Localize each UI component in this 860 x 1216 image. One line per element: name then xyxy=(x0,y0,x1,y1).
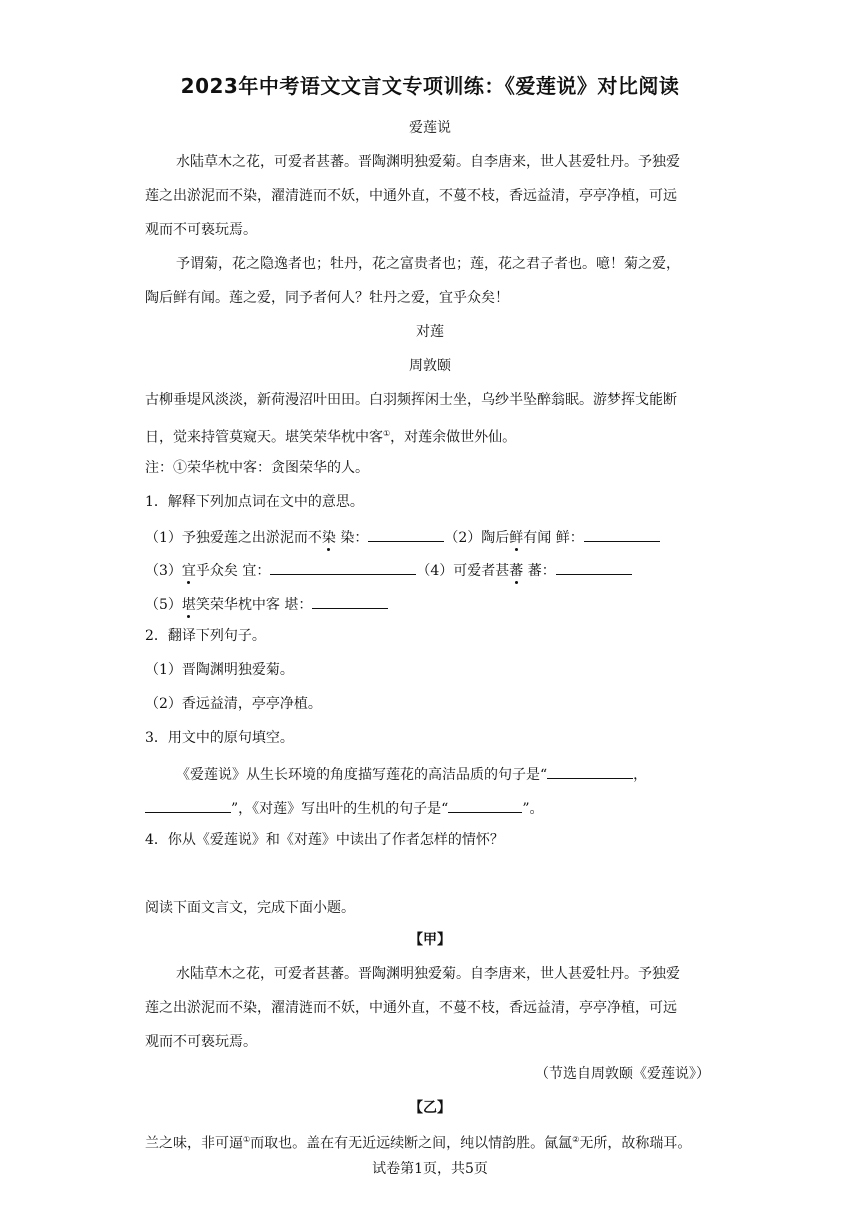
poem-line: 日，觉来持管莫窥天。堪笑荣华枕中客①，对莲余做世外仙。 xyxy=(145,429,517,446)
passage-line: 予谓菊，花之隐逸者也；牡丹，花之富贵者也；莲，花之君子者也。噫！菊之爱， xyxy=(176,256,680,272)
footnote-marker: ① xyxy=(243,1135,251,1144)
answer-blank[interactable] xyxy=(145,796,231,813)
passage-line: 水陆草木之花，可爱者甚蕃。晋陶渊明独爱菊。自李唐来，世人甚爱牡丹。予独爱 xyxy=(176,966,680,982)
answer-blank[interactable] xyxy=(547,762,633,779)
poem-author: 周敦颐 xyxy=(409,358,451,374)
annotation-note: 注：①荣华枕中客：贪图荣华的人。 xyxy=(145,460,369,476)
source-citation: （节选自周敦颐《爱莲说》） xyxy=(535,1066,710,1082)
passage-line: 观而不可亵玩焉。 xyxy=(145,1034,257,1050)
answer-blank[interactable] xyxy=(448,796,522,813)
page-title: 2023年中考语文文言文专项训练：《爱莲说》对比阅读 xyxy=(180,74,680,98)
passage-line: 兰之味，非可逼①而取也。盖在有无近远续断之间，纯以情韵胜。氤氲②无所，故称瑞耳。 xyxy=(145,1135,692,1152)
answer-blank[interactable] xyxy=(312,592,388,609)
question-1-items-row2: （3）宜乎众矣 宜： （4）可爱者甚蕃 蕃： xyxy=(145,558,632,581)
footnote-marker: ① xyxy=(383,429,391,438)
question-1-items-row3: （5）堪笑荣华枕中客 堪： xyxy=(145,592,388,615)
section-label-yi: 【乙】 xyxy=(409,1100,451,1116)
page-footer: 试卷第1页，共5页 xyxy=(372,1161,488,1177)
answer-blank[interactable] xyxy=(368,525,444,542)
poem-line: 古柳垂堤风淡淡，新荷漫沼叶田田。白羽频挥闲士坐，乌纱半坠醉翁眠。游梦挥戈能断 xyxy=(145,392,677,408)
passage-line: 水陆草木之花，可爱者甚蕃。晋陶渊明独爱菊。自李唐来，世人甚爱牡丹。予独爱 xyxy=(176,154,680,170)
passage-heading-ailianshuo: 爱莲说 xyxy=(409,120,451,136)
question-3-stem: 3．用文中的原句填空。 xyxy=(145,730,294,746)
question-1-items-row1: （1）予独爱莲之出淤泥而不染 染： （2）陶后鲜有闻 鲜： xyxy=(145,525,660,548)
question-2-item: （1）晋陶渊明独爱菊。 xyxy=(145,662,294,678)
answer-blank[interactable] xyxy=(270,558,416,575)
dotted-word: 蕃 xyxy=(509,563,524,579)
question-2-stem: 2．翻译下列句子。 xyxy=(145,628,266,644)
dotted-word: 宜 xyxy=(181,563,196,579)
passage-line: 观而不可亵玩焉。 xyxy=(145,222,257,238)
question-3-line1: 《爱莲说》从生长环境的角度描写莲花的高洁品质的句子是“ ， xyxy=(176,762,647,785)
question-2-item: （2）香远益清，亭亭净植。 xyxy=(145,696,322,712)
poem-heading-duilian: 对莲 xyxy=(416,324,444,340)
section-label-jia: 【甲】 xyxy=(409,932,451,948)
question-4-stem: 4．你从《爱莲说》和《对莲》中读出了作者怎样的情怀？ xyxy=(145,832,504,848)
answer-blank[interactable] xyxy=(556,558,632,575)
dotted-word: 染 xyxy=(321,530,336,546)
dotted-word: 堪 xyxy=(181,597,196,613)
passage-line: 陶后鲜有闻。莲之爱，同予者何人？牡丹之爱，宜乎众矣！ xyxy=(145,290,509,306)
passage-line: 莲之出淤泥而不染，濯清涟而不妖，中通外直，不蔓不枝，香远益清，亭亭净植，可远 xyxy=(145,188,677,204)
dotted-word: 鲜 xyxy=(509,530,524,546)
answer-blank[interactable] xyxy=(584,525,660,542)
reading-instruction: 阅读下面文言文，完成下面小题。 xyxy=(145,900,355,916)
passage-line: 莲之出淤泥而不染，濯清涟而不妖，中通外直，不蔓不枝，香远益清，亭亭净植，可远 xyxy=(145,1000,677,1016)
question-1-stem: 1．解释下列加点词在文中的意思。 xyxy=(145,494,364,510)
footnote-marker: ② xyxy=(572,1135,580,1144)
question-3-line2: ”，《对莲》写出叶的生机的句子是“ ”。 xyxy=(145,796,544,819)
